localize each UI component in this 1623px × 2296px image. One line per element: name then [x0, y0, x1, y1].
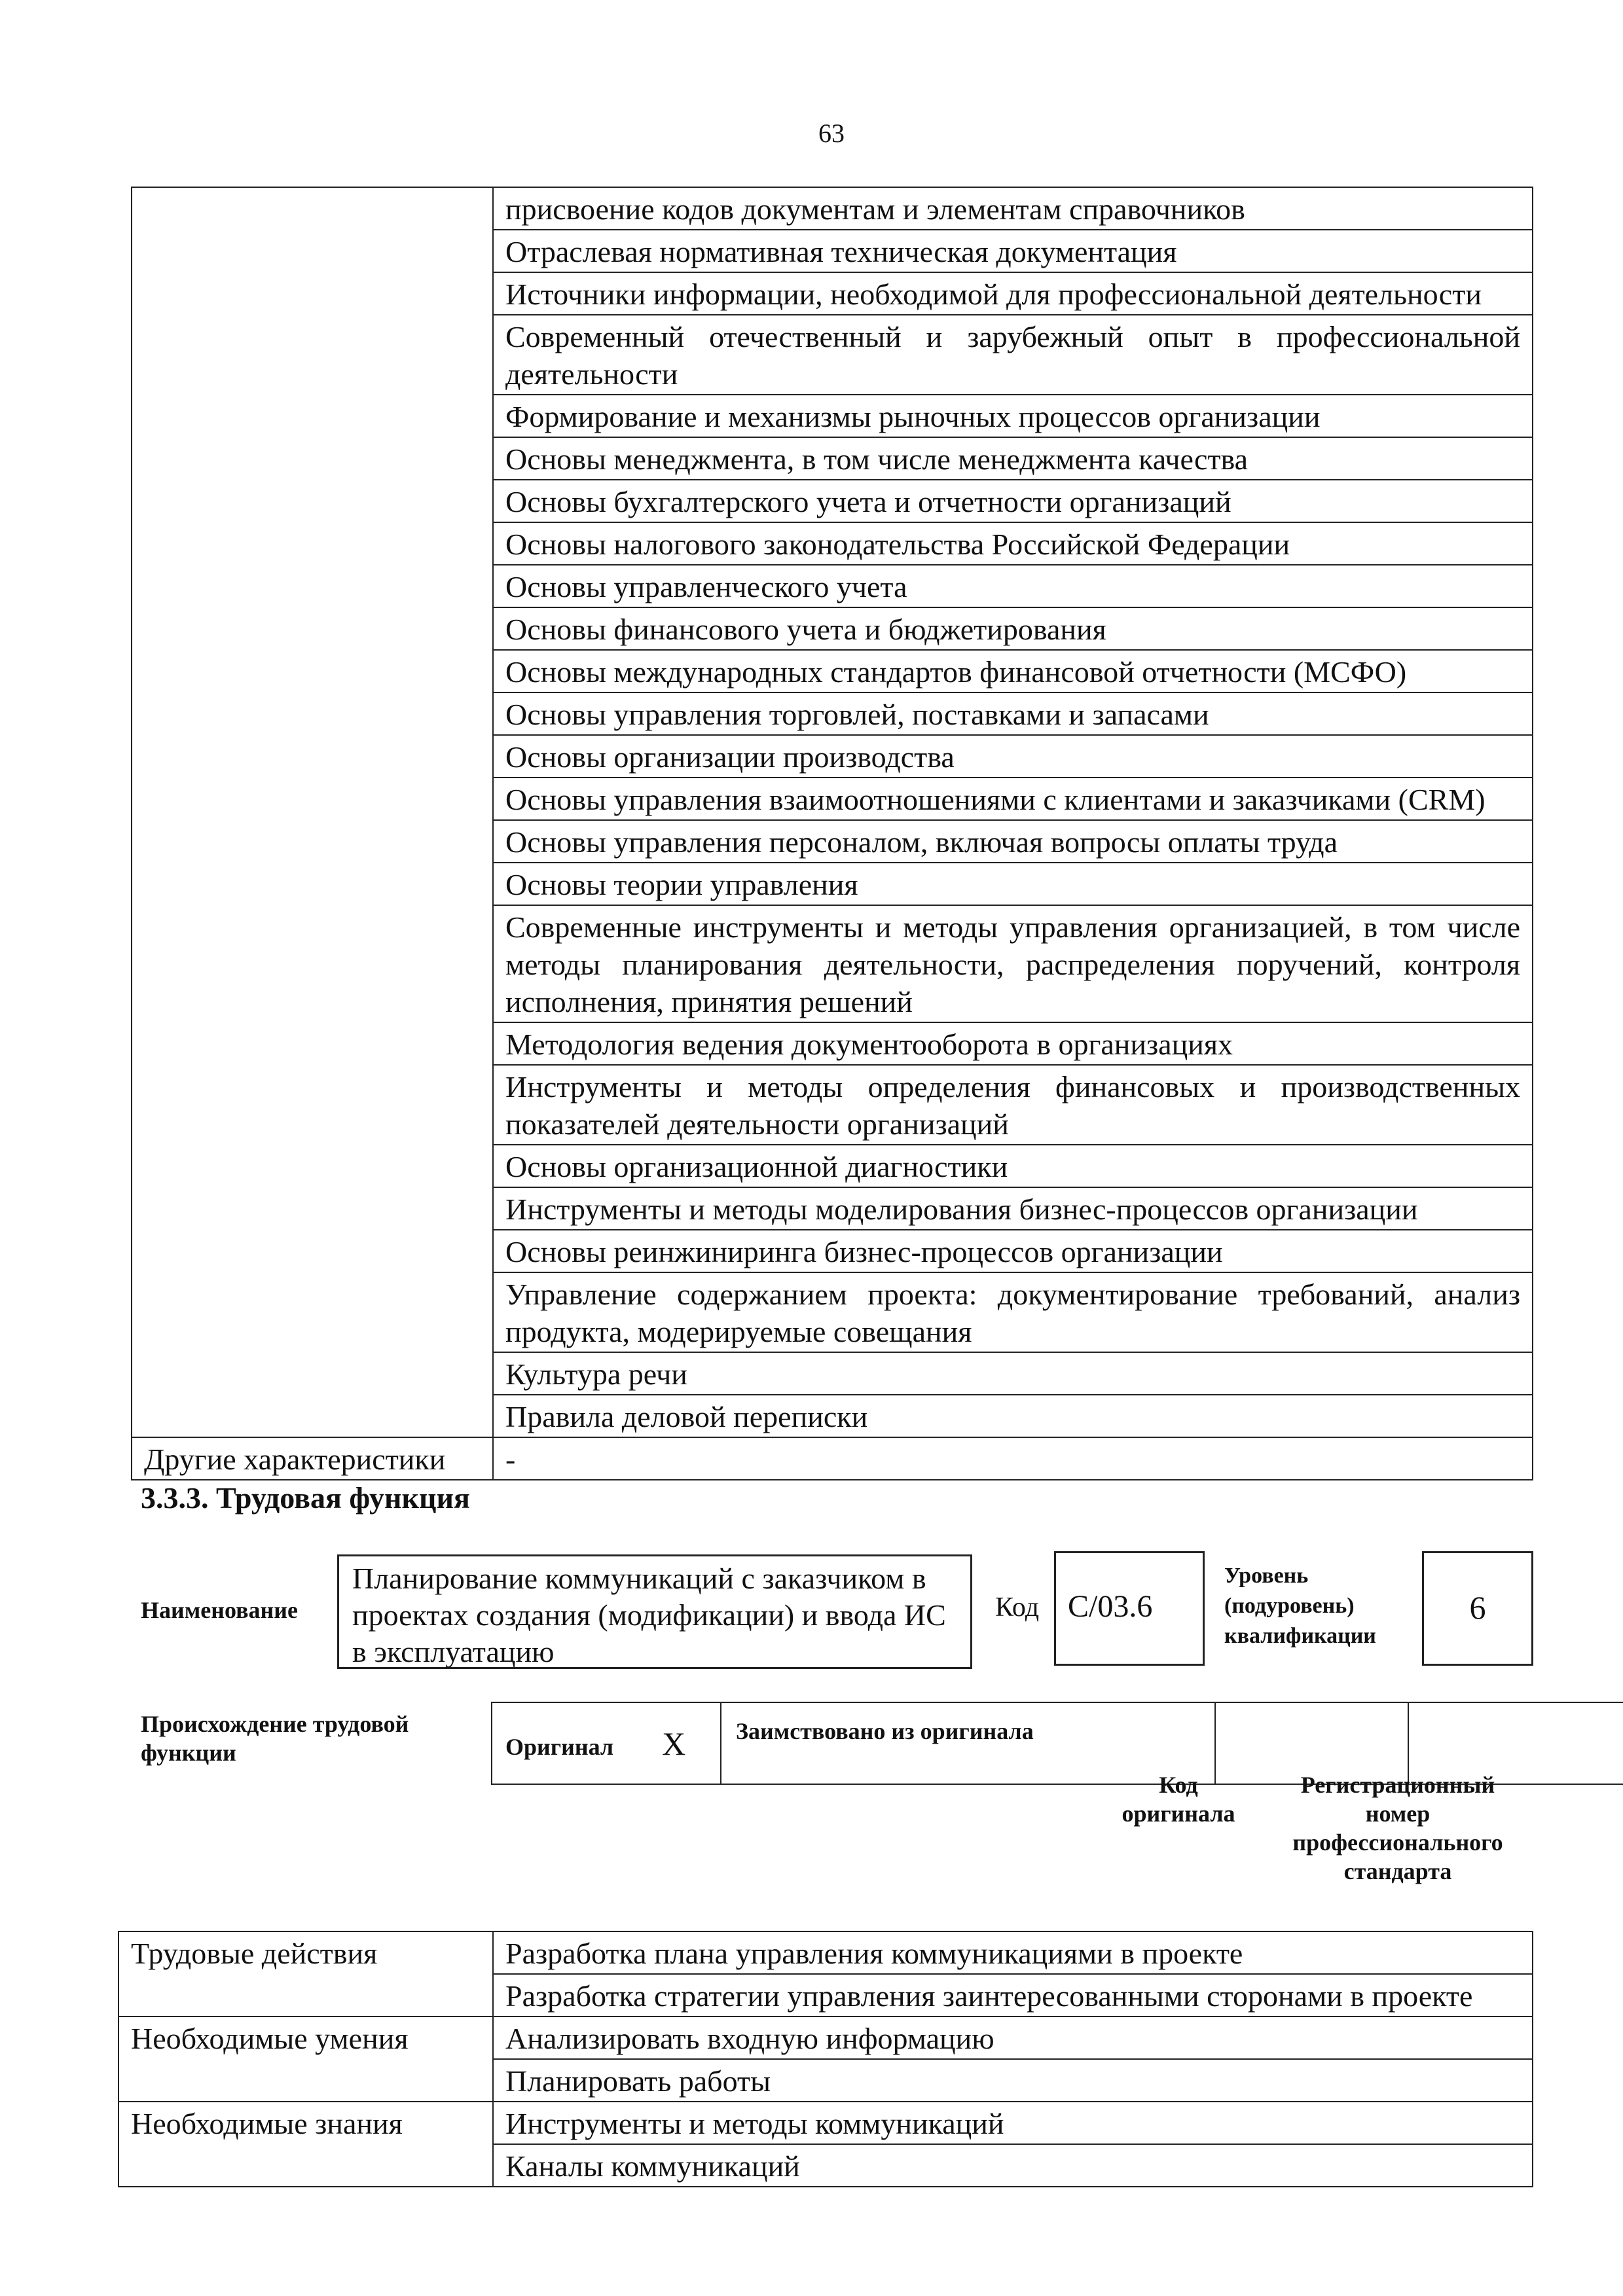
code-value: С/03.6 [1068, 1589, 1153, 1624]
level-box [1422, 1551, 1533, 1666]
group-item: Инструменты и методы коммуникаций [493, 2102, 1533, 2144]
group-label: Необходимые знания [119, 2102, 493, 2187]
other-characteristics-label: Другие характеристики [132, 1437, 493, 1480]
knowledge-table [131, 187, 1533, 1480]
level-value: 6 [1469, 1589, 1486, 1626]
table-row [119, 2102, 1533, 2144]
knowledge-item: Правила деловой переписки [493, 1395, 1533, 1437]
origin-label: Происхождение трудовой функции [141, 1711, 409, 1766]
original-cell [492, 1702, 721, 1784]
knowledge-item: Современный отечественный и зарубежный опыт в профессиональной деятельности [493, 315, 1533, 395]
original-mark: X [662, 1725, 686, 1762]
name-label: Наименование [141, 1597, 298, 1623]
table-row [132, 187, 1533, 230]
function-table [118, 1931, 1533, 2187]
table-row [132, 1437, 1533, 1480]
section-title: 3.3.3. Трудовая функция [141, 1481, 470, 1515]
knowledge-item: Отраслевая нормативная техническая документация [493, 230, 1533, 272]
level-label: Уровень (подуровень) квалификации [1224, 1564, 1376, 1648]
table-row [119, 2017, 1533, 2059]
borrowed-label: Заимствовано из оригинала [736, 1718, 1034, 1744]
table-row [119, 1931, 1533, 1974]
page-number: 63 [818, 118, 845, 148]
group-item: Разработка стратегии управления заинтересованными сторонами в проекте [493, 1974, 1533, 2017]
knowledge-item: Инструменты и методы определения финансовых и производственных показателей деятельности организаций [493, 1065, 1533, 1145]
group-label: Необходимые умения [119, 2017, 493, 2102]
knowledge-item: Основы организационной диагностики [493, 1145, 1533, 1187]
knowledge-item: Основы менеджмента, в том числе менеджмента качества [493, 437, 1533, 480]
group-label: Трудовые действия [119, 1931, 493, 2017]
knowledge-item: Культура речи [493, 1352, 1533, 1395]
code-original-caption: Код оригинала [1122, 1772, 1235, 1827]
knowledge-item: Источники информации, необходимой для профессиональной деятельности [493, 272, 1533, 315]
knowledge-item: Основы организации производства [493, 735, 1533, 778]
knowledge-item: Основы реинжиниринга бизнес-процессов организации [493, 1230, 1533, 1272]
knowledge-item: Основы международных стандартов финансовой отчетности (МСФО) [493, 650, 1533, 692]
knowledge-item: Основы управления взаимоотношениями с клиентами и заказчиками (CRM) [493, 778, 1533, 820]
knowledge-item: Основы управления персоналом, включая вопросы оплаты труда [493, 820, 1533, 863]
group-item: Анализировать входную информацию [493, 2017, 1533, 2059]
knowledge-item: Методология ведения документооборота в организациях [493, 1022, 1533, 1065]
group-item: Каналы коммуникаций [493, 2144, 1533, 2187]
knowledge-item: Основы финансового учета и бюджетирования [493, 607, 1533, 650]
knowledge-item: Инструменты и методы моделирования бизнес-процессов организации [493, 1187, 1533, 1230]
other-characteristics-value: - [493, 1437, 1533, 1480]
knowledge-item: Управление содержанием проекта: документирование требований, анализ продукта, модерируемые совещания [493, 1272, 1533, 1352]
original-label: Оригинал [505, 1733, 614, 1760]
knowledge-item: Основы управленческого учета [493, 565, 1533, 607]
knowledge-item: Основы налогового законодательства Российской Федерации [493, 522, 1533, 565]
code-label: Код [995, 1592, 1040, 1623]
name-box [337, 1554, 972, 1669]
knowledge-group-cell [132, 187, 493, 1437]
function-name: Планирование коммуникаций с заказчиком в проектах создания (модификации) и ввода ИС в эксплуатацию [352, 1562, 946, 1668]
knowledge-item: Основы теории управления [493, 863, 1533, 905]
group-item: Планировать работы [493, 2059, 1533, 2102]
knowledge-item: Основы бухгалтерского учета и отчетности организаций [493, 480, 1533, 522]
knowledge-item: присвоение кодов документам и элементам справочников [493, 187, 1533, 230]
knowledge-item: Формирование и механизмы рыночных процессов организации [493, 395, 1533, 437]
code-box [1054, 1551, 1205, 1666]
reg-number-caption: Регистрационный номер профессионального стандарта [1292, 1772, 1503, 1884]
knowledge-item: Современные инструменты и методы управления организацией, в том числе методы планирования деятельности, распределения поручений, контроля исполнения, принятия решений [493, 905, 1533, 1022]
knowledge-item: Основы управления торговлей, поставками и запасами [493, 692, 1533, 735]
group-item: Разработка плана управления коммуникациями в проекте [493, 1931, 1533, 1974]
